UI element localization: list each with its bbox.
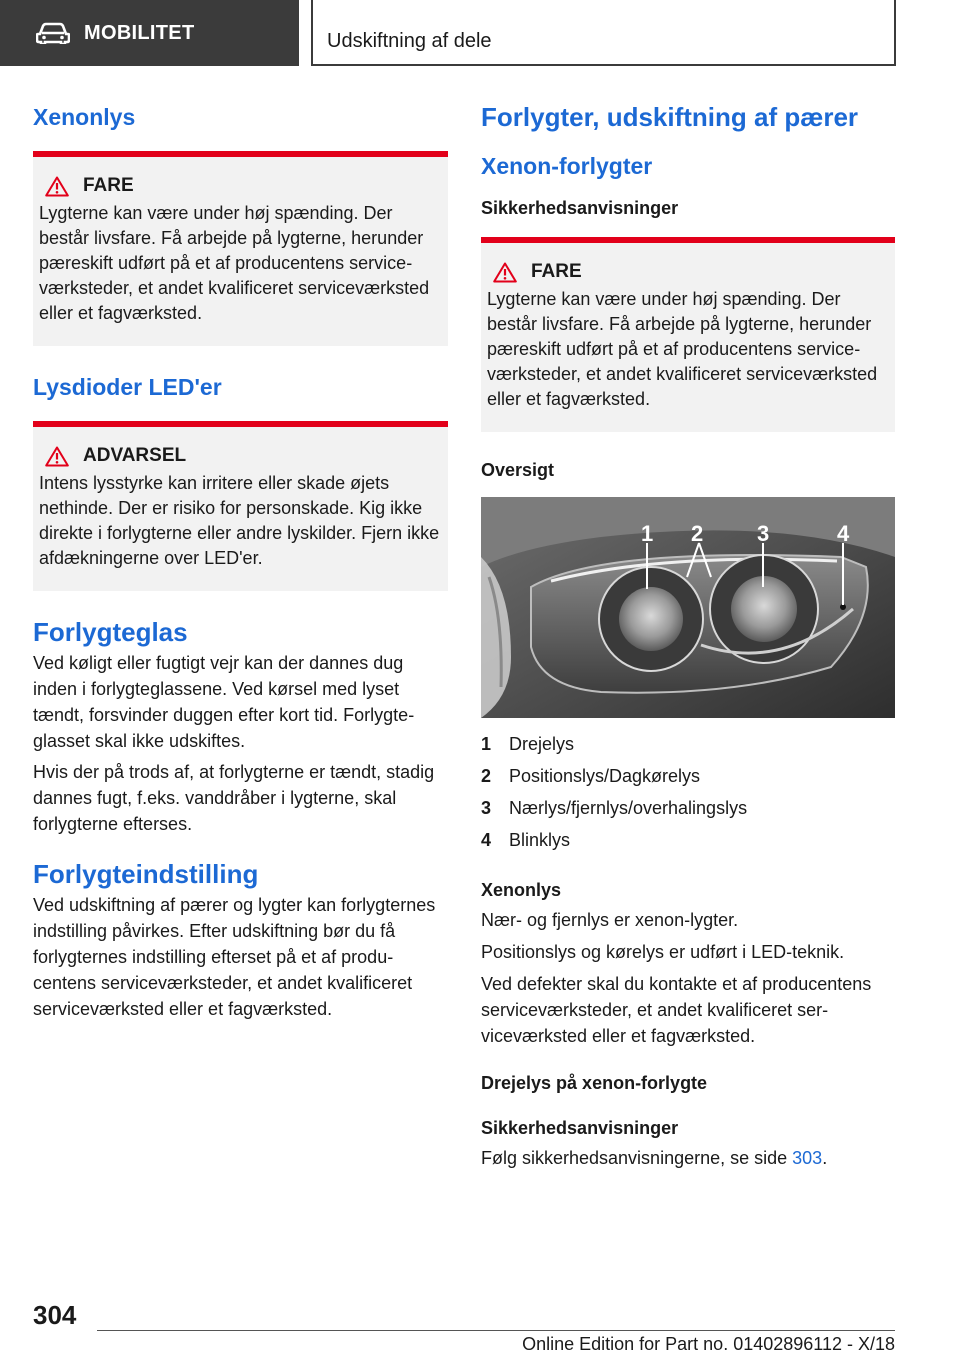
warning-triangle-icon xyxy=(493,262,517,283)
warning-text: Lygterne kan være under høj spænding. Der består livsfare. Få arbejde på lygterne, herunder pæreskift udført på et af producentens serviceværksteder, et andet kvalificeret serviceværksted eller et fagværksted. xyxy=(487,289,878,409)
warning-header xyxy=(493,261,889,283)
caution-warning-box xyxy=(33,421,448,591)
edition-text: Online Edition for Part no. 01402896112 - X/18 xyxy=(522,1334,895,1354)
chapter-box xyxy=(311,0,896,66)
xenon-paragraph-1: Nær- og fjernlys er xenon-lygter. xyxy=(481,910,739,930)
item-label: Drejelys xyxy=(509,734,575,754)
item-label: Positionslys/Dagkørelys xyxy=(509,766,701,786)
warning-triangle-icon xyxy=(45,176,69,197)
list-item xyxy=(481,792,895,824)
list-item xyxy=(481,824,895,856)
callout-2: 2 xyxy=(691,521,704,546)
page-number: 304 xyxy=(33,1300,77,1330)
section-tab xyxy=(0,0,299,66)
warning-label: FARE xyxy=(531,261,582,282)
xenon-subheading: Xenonlys xyxy=(481,880,562,900)
left-column xyxy=(33,100,448,1022)
right-column xyxy=(481,100,895,1171)
turn-text-end: . xyxy=(822,1148,828,1168)
item-number: 3 xyxy=(481,798,492,818)
glass-paragraph-1: Ved køligt eller fugtigt vejr kan der dannes dug inden i forlygteglassene. Ved kørsel med lyset tændt, forsvinder duggen efter kort tid. Forlygteglasset skal ikke udskiftes. xyxy=(33,653,415,751)
warning-label: FARE xyxy=(83,175,134,196)
turn-safety-heading: Sikkerhedsanvisninger xyxy=(481,1118,679,1138)
xenon-heading: Xenonlys xyxy=(33,104,136,130)
glass-heading: Forlygteglas xyxy=(33,617,188,647)
footer-divider xyxy=(97,1330,895,1331)
page-link[interactable]: 303 xyxy=(792,1148,823,1168)
warning-label: ADVARSEL xyxy=(83,445,187,466)
warning-text: Lygterne kan være under høj spænding. Der består livsfare. Få arbejde på lygterne, herunder pæreskift udført på et af producentens serviceværksteder, et andet kvalificeret serviceværksted eller et fagværksted. xyxy=(39,203,430,323)
glass-paragraph-2: Hvis der på trods af, at forlygterne er tændt, stadig dannes fugt, f.eks. vanddråber i lygterne, skal forlygterne efterses. xyxy=(33,762,435,834)
xenon-paragraph-3: Ved defekter skal du kontakte et af producentens serviceværksteder, et andet kvalificeret serviceværksted eller et fagværksted. xyxy=(481,974,872,1046)
warning-text: Intens lysstyrke kan irritere eller skade øjets nethinde. Der er risiko for personskade. Kig ikke direkte i forlygterne eller andre lyskilder. Fjern ikke afdækningerne over LED'er. xyxy=(39,473,440,568)
callout-4: 4 xyxy=(837,521,850,546)
safety-heading: Sikkerhedsanvisninger xyxy=(481,198,679,218)
list-item xyxy=(481,728,895,760)
danger-warning-box xyxy=(33,151,448,346)
item-number: 2 xyxy=(481,766,492,786)
item-number: 4 xyxy=(481,830,492,850)
warning-header xyxy=(45,445,442,467)
headlight-photo xyxy=(481,497,895,718)
led-heading: Lysdioder LED'er xyxy=(33,374,222,400)
page-header xyxy=(0,0,960,66)
turn-paragraph xyxy=(481,1145,895,1171)
adjust-heading: Forlygteindstilling xyxy=(33,859,259,889)
callout-3: 3 xyxy=(757,521,770,546)
overview-heading: Oversigt xyxy=(481,460,555,480)
xenon-headlight-heading: Xenon-forlygter xyxy=(481,153,653,179)
warning-header xyxy=(45,175,442,197)
danger-warning-box xyxy=(481,237,895,432)
car-icon xyxy=(36,22,70,44)
section-label: MOBILITET xyxy=(84,21,195,44)
item-label: Blinklys xyxy=(509,830,571,850)
xenon-paragraph-2: Positionslys og kørelys er udført i LED-teknik. xyxy=(481,942,845,962)
turn-light-heading: Drejelys på xenon-forlygte xyxy=(481,1073,708,1093)
chapter-title: Udskiftning af dele xyxy=(327,30,492,52)
item-label: Nærlys/fjernlys/overhalingslys xyxy=(509,798,748,818)
warning-triangle-icon xyxy=(45,446,69,467)
adjust-paragraph: Ved udskiftning af pærer og lygter kan forlygternes indstilling påvirkes. Efter udskiftning bør du få forlygternes indstilling efterset på et af producentens serviceværksteder, et andet kvalificeret serviceværksted eller et fagværksted. xyxy=(33,895,436,1019)
list-item xyxy=(481,760,895,792)
item-number: 1 xyxy=(481,734,492,754)
legend-list xyxy=(481,728,895,856)
main-heading: Forlygter, udskiftning af pærer xyxy=(481,102,859,132)
turn-text: Følg sikkerhedsanvisningerne, se side xyxy=(481,1148,793,1168)
callout-1: 1 xyxy=(641,521,654,546)
